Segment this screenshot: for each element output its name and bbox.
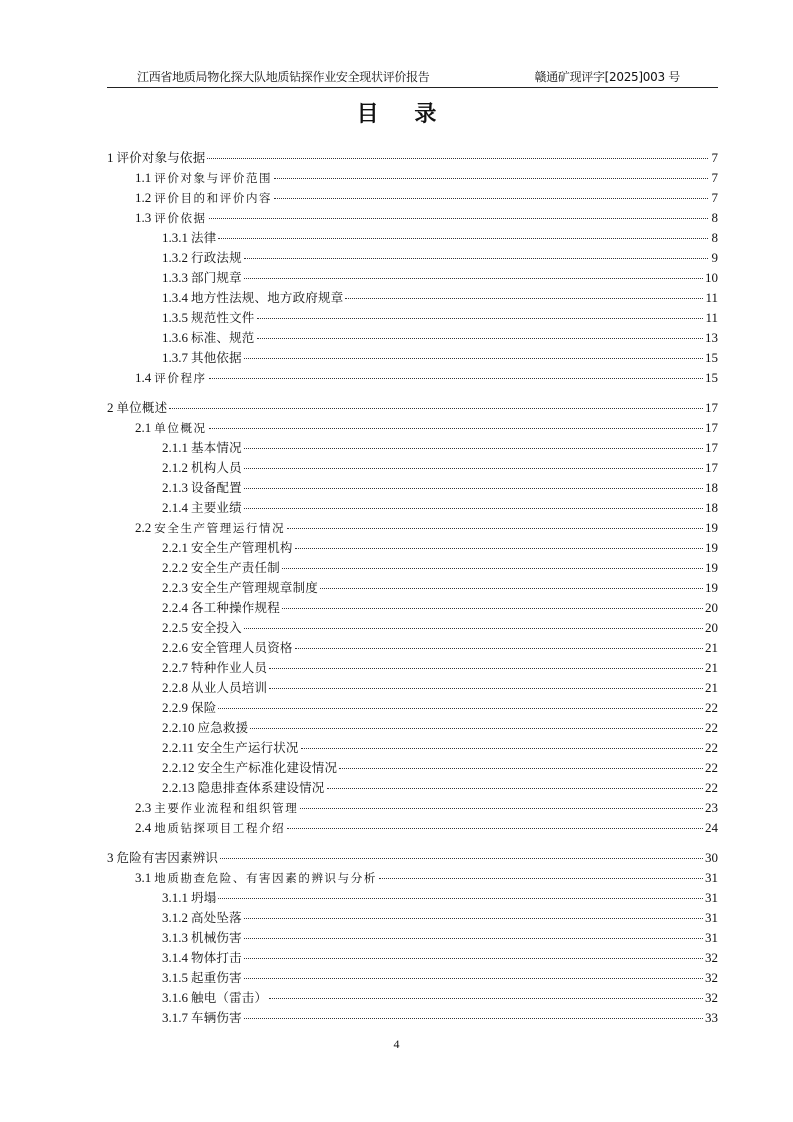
table-of-contents <box>107 148 718 1028</box>
toc-entry-label <box>135 818 285 838</box>
toc-entry-page: 18 <box>705 480 718 495</box>
dot-leader <box>295 548 703 549</box>
toc-entry-label <box>162 738 299 758</box>
toc-entry-number: 2.2.12 <box>162 760 195 775</box>
toc-entry-number: 2.2.9 <box>162 700 188 715</box>
dot-leader <box>282 568 703 569</box>
toc-entry-page: 20 <box>705 620 718 635</box>
toc-entry-label <box>162 658 267 678</box>
toc-entry-number: 2.2.7 <box>162 660 188 675</box>
toc-section <box>107 848 718 1028</box>
toc-entry-title: 保险 <box>191 700 217 715</box>
dot-leader <box>282 608 703 609</box>
toc-entry-title: 安全生产管理规章制度 <box>191 580 319 595</box>
toc-entry-label <box>135 798 298 818</box>
toc-entry-page: 21 <box>705 660 718 675</box>
toc-entry-title: 评价依据 <box>154 211 207 225</box>
toc-entry[interactable] <box>107 698 718 718</box>
toc-entry-number: 2.2.6 <box>162 640 188 655</box>
dot-leader <box>169 408 703 409</box>
toc-entry-label <box>162 438 242 458</box>
toc-entry-page: 30 <box>705 850 718 865</box>
toc-entry-title: 评价对象与评价范围 <box>154 171 273 185</box>
toc-entry-title: 安全生产管理运行情况 <box>154 521 286 535</box>
toc-entry-number: 2 <box>107 400 114 415</box>
toc-entry-title: 规范性文件 <box>191 310 255 325</box>
toc-entry-title: 地质勘查危险、有害因素的辨识与分析 <box>154 871 377 885</box>
toc-entry[interactable] <box>107 348 718 368</box>
toc-entry-number: 2.1.4 <box>162 500 188 515</box>
dot-leader <box>244 448 703 449</box>
toc-entry-title: 安全管理人员资格 <box>191 640 293 655</box>
toc-entry[interactable] <box>107 578 718 598</box>
toc-entry-title: 安全投入 <box>191 620 242 635</box>
toc-entry-title: 特种作业人员 <box>191 660 268 675</box>
toc-entry-number: 2.4 <box>135 820 152 835</box>
toc-entry-label <box>135 418 207 438</box>
toc-entry-title: 安全生产标准化建设情况 <box>197 760 338 775</box>
toc-entry-label <box>107 848 218 868</box>
toc-entry-number: 2.3 <box>135 800 152 815</box>
toc-entry[interactable] <box>107 868 718 888</box>
toc-entry[interactable] <box>107 208 718 228</box>
dot-leader <box>327 788 703 789</box>
report-number: 赣通矿现评字[2025]003 号 <box>534 70 680 84</box>
toc-entry-number: 3.1 <box>135 870 152 885</box>
toc-entry-label <box>162 968 242 988</box>
toc-entry-title: 危险有害因素辨识 <box>116 850 219 865</box>
toc-entry-label <box>162 348 242 368</box>
toc-entry-label <box>162 498 242 518</box>
toc-entry-title: 主要业绩 <box>191 500 242 515</box>
dot-leader <box>244 918 703 919</box>
toc-entry-label <box>107 148 205 168</box>
toc-entry-number: 1.3.6 <box>162 330 188 345</box>
toc-entry-label <box>162 678 267 698</box>
toc-entry-title: 其他依据 <box>191 350 242 365</box>
toc-entry-page: 9 <box>711 250 718 265</box>
toc-entry-number: 1.1 <box>135 170 152 185</box>
toc-entry[interactable] <box>107 148 718 168</box>
toc-entry[interactable] <box>107 908 718 928</box>
toc-entry[interactable] <box>107 368 718 388</box>
dot-leader <box>218 708 703 709</box>
dot-leader <box>379 878 703 879</box>
toc-entry-number: 3.1.2 <box>162 910 188 925</box>
dot-leader <box>269 668 703 669</box>
toc-entry-label <box>162 308 255 328</box>
toc-entry-label <box>162 558 280 578</box>
toc-entry-label <box>162 288 343 308</box>
toc-entry-number: 1.3.3 <box>162 270 188 285</box>
toc-entry-label <box>162 888 216 908</box>
toc-entry-number: 1.2 <box>135 190 152 205</box>
toc-entry[interactable] <box>107 328 718 348</box>
toc-entry-page: 18 <box>705 500 718 515</box>
toc-entry-label <box>162 228 216 248</box>
toc-entry-page: 8 <box>711 230 718 245</box>
toc-entry-page: 22 <box>705 780 718 795</box>
toc-entry-number: 2.2.13 <box>162 780 195 795</box>
toc-entry-title: 主要作业流程和组织管理 <box>154 801 299 815</box>
toc-entry[interactable] <box>107 268 718 288</box>
toc-entry[interactable] <box>107 848 718 868</box>
toc-entry-page: 31 <box>705 930 718 945</box>
toc-entry-page: 11 <box>705 290 718 305</box>
toc-entry-label <box>162 698 216 718</box>
toc-entry[interactable] <box>107 308 718 328</box>
toc-entry-title: 单位概述 <box>116 400 168 415</box>
toc-entry-page: 15 <box>705 350 718 365</box>
toc-entry[interactable] <box>107 558 718 578</box>
toc-entry[interactable] <box>107 288 718 308</box>
toc-entry[interactable] <box>107 228 718 248</box>
toc-entry-page: 10 <box>705 270 718 285</box>
toc-entry-number: 2.2.8 <box>162 680 188 695</box>
toc-entry-label <box>162 538 293 558</box>
toc-entry-page: 19 <box>705 580 718 595</box>
toc-entry-page: 20 <box>705 600 718 615</box>
toc-entry-label <box>162 928 242 948</box>
dot-leader <box>244 278 703 279</box>
toc-entry[interactable] <box>107 188 718 208</box>
toc-entry-page: 8 <box>711 210 718 225</box>
toc-section <box>107 398 718 838</box>
dot-leader <box>244 258 708 259</box>
toc-entry[interactable] <box>107 928 718 948</box>
toc-entry-label <box>135 208 207 228</box>
toc-entry-number: 2.2.11 <box>162 740 195 755</box>
toc-entry-page: 7 <box>711 170 718 185</box>
toc-entry[interactable] <box>107 638 718 658</box>
toc-entry-number: 1.4 <box>135 370 152 385</box>
dot-leader <box>218 238 708 239</box>
toc-entry-title: 评价程序 <box>154 371 207 385</box>
toc-entry-title: 标准、规范 <box>191 330 255 345</box>
toc-entry-label <box>135 188 272 208</box>
toc-entry-number: 2.2 <box>135 520 152 535</box>
toc-entry-number: 3.1.3 <box>162 930 188 945</box>
toc-entry-number: 2.2.5 <box>162 620 188 635</box>
toc-entry-number: 3 <box>107 850 114 865</box>
toc-entry-title: 安全生产管理机构 <box>191 540 293 555</box>
toc-entry[interactable] <box>107 418 718 438</box>
toc-entry-page: 17 <box>705 420 718 435</box>
toc-entry-page: 21 <box>705 680 718 695</box>
dot-leader <box>207 158 708 159</box>
report-title: 江西省地质局物化探大队地质钻探作业安全现状评价报告 <box>137 70 430 84</box>
toc-entry-page: 33 <box>705 1010 718 1025</box>
toc-entry-label <box>162 638 293 658</box>
toc-entry-label <box>162 1008 242 1028</box>
dot-leader <box>209 428 703 429</box>
toc-entry[interactable] <box>107 168 718 188</box>
toc-entry-label <box>162 578 318 598</box>
toc-entry-title: 行政法规 <box>191 250 242 265</box>
dot-leader <box>269 998 703 999</box>
toc-entry-label <box>162 268 242 288</box>
toc-entry[interactable] <box>107 818 718 838</box>
toc-entry-page: 19 <box>705 540 718 555</box>
dot-leader <box>218 898 703 899</box>
toc-entry-label <box>162 778 325 798</box>
toc-entry-label <box>162 598 280 618</box>
dot-leader <box>257 338 703 339</box>
toc-entry-title: 安全生产责任制 <box>191 560 280 575</box>
dot-leader <box>244 468 703 469</box>
toc-entry[interactable] <box>107 248 718 268</box>
dot-leader <box>274 198 708 199</box>
toc-entry-number: 3.1.6 <box>162 990 188 1005</box>
dot-leader <box>209 378 703 379</box>
toc-entry-title: 单位概况 <box>154 421 207 435</box>
toc-entry-number: 2.1 <box>135 420 152 435</box>
toc-entry[interactable] <box>107 888 718 908</box>
toc-entry-label <box>162 478 242 498</box>
toc-entry-title: 部门规章 <box>191 270 242 285</box>
toc-entry[interactable] <box>107 778 718 798</box>
toc-section <box>107 148 718 388</box>
dot-leader <box>209 218 708 219</box>
toc-entry[interactable] <box>107 438 718 458</box>
toc-entry[interactable] <box>107 518 718 538</box>
toc-entry[interactable] <box>107 658 718 678</box>
toc-entry-number: 2.2.2 <box>162 560 188 575</box>
page-number: 4 <box>393 1037 400 1051</box>
toc-entry-page: 19 <box>705 520 718 535</box>
toc-entry[interactable] <box>107 758 718 778</box>
toc-entry-title: 基本情况 <box>191 440 242 455</box>
toc-entry-page: 7 <box>711 150 718 165</box>
toc-entry-title: 起重伤害 <box>191 970 242 985</box>
toc-entry-title: 各工种操作规程 <box>191 600 280 615</box>
dot-leader <box>220 858 703 859</box>
toc-entry-title: 评价对象与依据 <box>116 150 206 165</box>
toc-entry-page: 32 <box>705 990 718 1005</box>
toc-entry-title: 应急救援 <box>197 720 249 735</box>
toc-entry-title: 法律 <box>191 230 217 245</box>
toc-entry-number: 1.3.4 <box>162 290 188 305</box>
toc-entry[interactable] <box>107 538 718 558</box>
dot-leader <box>287 828 703 829</box>
dot-leader <box>274 178 708 179</box>
toc-entry-number: 2.2.3 <box>162 580 188 595</box>
toc-entry[interactable] <box>107 948 718 968</box>
toc-entry-label <box>162 248 242 268</box>
toc-entry-page: 31 <box>705 910 718 925</box>
toc-entry-title: 车辆伤害 <box>191 1010 242 1025</box>
toc-entry[interactable] <box>107 718 718 738</box>
toc-entry-label <box>162 988 267 1008</box>
toc-entry[interactable] <box>107 968 718 988</box>
toc-entry-title: 触电（雷击） <box>191 990 268 1005</box>
toc-entry[interactable] <box>107 618 718 638</box>
dot-leader <box>257 318 704 319</box>
toc-entry[interactable] <box>107 398 718 418</box>
dot-leader <box>244 628 703 629</box>
toc-entry-label <box>162 618 242 638</box>
toc-entry-title: 机构人员 <box>191 460 242 475</box>
toc-entry-number: 2.2.4 <box>162 600 188 615</box>
dot-leader <box>269 688 703 689</box>
toc-entry-page: 7 <box>711 190 718 205</box>
dot-leader <box>300 808 703 809</box>
dot-leader <box>244 958 703 959</box>
dot-leader <box>345 298 703 299</box>
toc-entry-page: 17 <box>705 400 718 415</box>
dot-leader <box>244 1018 703 1019</box>
dot-leader <box>301 748 703 749</box>
toc-entry[interactable] <box>107 478 718 498</box>
dot-leader <box>244 938 703 939</box>
toc-entry-number: 2.1.2 <box>162 460 188 475</box>
dot-leader <box>320 588 703 589</box>
toc-entry-label <box>107 398 167 418</box>
toc-entry-page: 19 <box>705 560 718 575</box>
toc-entry-title: 评价目的和评价内容 <box>154 191 273 205</box>
page-header <box>107 68 718 88</box>
dot-leader <box>244 978 703 979</box>
toc-entry-page: 24 <box>705 820 718 835</box>
toc-entry-page: 32 <box>705 970 718 985</box>
toc-entry-page: 17 <box>705 440 718 455</box>
toc-entry-page: 31 <box>705 890 718 905</box>
toc-entry-page: 11 <box>705 310 718 325</box>
toc-entry-number: 1.3.7 <box>162 350 188 365</box>
toc-entry-title: 坍塌 <box>191 890 217 905</box>
toc-entry-number: 2.1.3 <box>162 480 188 495</box>
toc-entry[interactable] <box>107 498 718 518</box>
toc-entry-number: 3.1.5 <box>162 970 188 985</box>
toc-entry-label <box>162 718 248 738</box>
toc-entry[interactable] <box>107 598 718 618</box>
toc-entry-page: 31 <box>705 870 718 885</box>
toc-entry-title: 隐患排查体系建设情况 <box>197 780 325 795</box>
toc-entry-title: 机械伤害 <box>191 930 242 945</box>
toc-entry-title: 地方性法规、地方政府规章 <box>191 290 344 305</box>
toc-entry-title: 设备配置 <box>191 480 242 495</box>
toc-entry-number: 1.3.1 <box>162 230 188 245</box>
toc-entry[interactable] <box>107 458 718 478</box>
toc-entry[interactable] <box>107 798 718 818</box>
toc-entry-label <box>162 758 337 778</box>
toc-entry-number: 2.1.1 <box>162 440 188 455</box>
toc-entry[interactable] <box>107 1008 718 1028</box>
toc-entry[interactable] <box>107 988 718 1008</box>
dot-leader <box>244 358 703 359</box>
toc-entry-title: 高处坠落 <box>191 910 242 925</box>
dot-leader <box>339 768 703 769</box>
toc-title: 目 录 <box>356 102 451 127</box>
toc-entry-page: 22 <box>705 700 718 715</box>
toc-entry[interactable] <box>107 678 718 698</box>
toc-entry-label <box>135 368 207 388</box>
toc-entry-number: 3.1.1 <box>162 890 188 905</box>
toc-entry-number: 2.2.10 <box>162 720 195 735</box>
toc-entry-number: 3.1.7 <box>162 1010 188 1025</box>
toc-entry-title: 物体打击 <box>191 950 242 965</box>
toc-entry-title: 安全生产运行状况 <box>197 740 299 755</box>
toc-entry-number: 1 <box>107 150 114 165</box>
toc-entry[interactable] <box>107 738 718 758</box>
toc-entry-number: 1.3.2 <box>162 250 188 265</box>
toc-entry-number: 2.2.1 <box>162 540 188 555</box>
toc-entry-number: 1.3.5 <box>162 310 188 325</box>
toc-entry-page: 13 <box>705 330 718 345</box>
toc-entry-label <box>135 168 272 188</box>
toc-entry-title: 从业人员培训 <box>191 680 268 695</box>
toc-entry-label <box>135 868 377 888</box>
toc-entry-page: 22 <box>705 720 718 735</box>
dot-leader <box>287 528 703 529</box>
toc-entry-page: 17 <box>705 460 718 475</box>
toc-entry-label <box>162 328 255 348</box>
toc-entry-page: 23 <box>705 800 718 815</box>
toc-entry-label <box>162 458 242 478</box>
toc-entry-page: 22 <box>705 740 718 755</box>
dot-leader <box>250 728 703 729</box>
dot-leader <box>244 508 703 509</box>
toc-entry-label <box>162 948 242 968</box>
toc-entry-page: 32 <box>705 950 718 965</box>
toc-entry-page: 22 <box>705 760 718 775</box>
toc-entry-page: 15 <box>705 370 718 385</box>
dot-leader <box>295 648 703 649</box>
toc-entry-title: 地质钻探项目工程介绍 <box>154 821 286 835</box>
toc-entry-page: 21 <box>705 640 718 655</box>
toc-entry-number: 1.3 <box>135 210 152 225</box>
toc-entry-label <box>135 518 285 538</box>
toc-entry-number: 3.1.4 <box>162 950 188 965</box>
dot-leader <box>244 488 703 489</box>
toc-entry-label <box>162 908 242 928</box>
